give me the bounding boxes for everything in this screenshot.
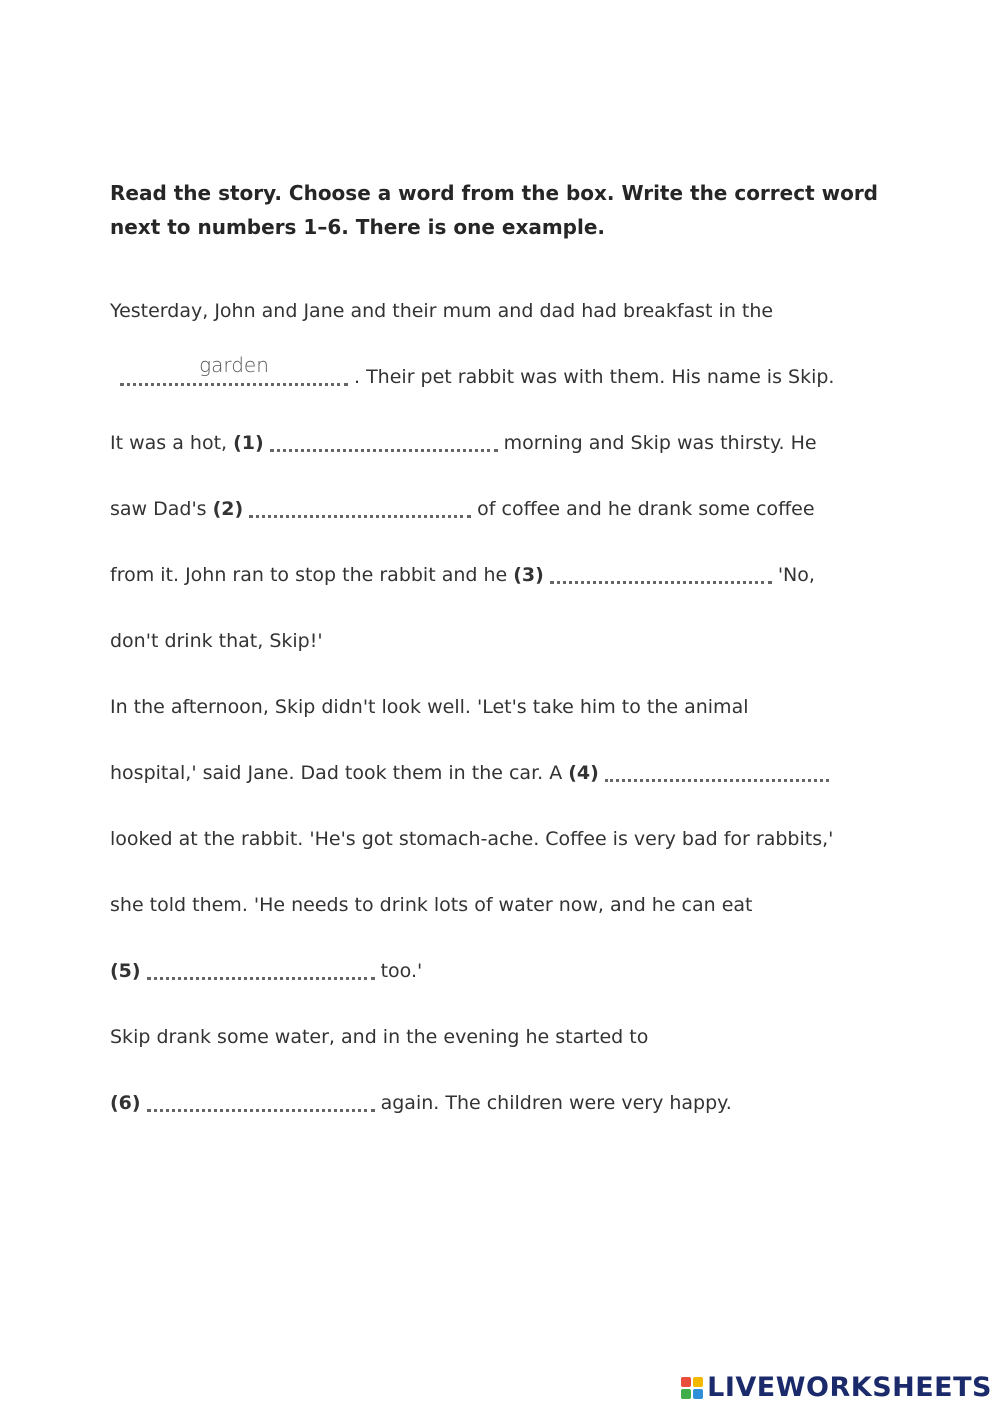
story-text: 'No, (777, 564, 815, 586)
story-text: Skip drank some water, and in the evening he started to (110, 1026, 649, 1048)
story-text: . Their pet rabbit was with them. His name is Skip. (354, 366, 835, 388)
story-text: she told them. 'He needs to drink lots of water now, and he can eat (110, 894, 753, 916)
story-text: In the afternoon, Skip didn't look well. 'Let's take him to the animal (110, 696, 749, 718)
story-text: again. The children were very happy. (380, 1092, 732, 1114)
example-answer: garden (199, 353, 269, 377)
story-text: don't drink that, Skip!' (110, 630, 323, 652)
story-text: morning and Skip was thirsty. He (503, 432, 817, 454)
instructions-heading: Read the story. Choose a word from the box. Write the correct word next to numbers 1–6. There is one example. (110, 181, 878, 239)
story-text: hospital,' said Jane. Dad took them in the car. A (110, 762, 563, 784)
answer-input-2[interactable] (249, 487, 471, 509)
gap-3 (550, 557, 772, 584)
story-text: too.' (380, 960, 423, 982)
gap-6 (147, 1085, 375, 1112)
story-line-5 (110, 546, 815, 586)
story-line-11 (110, 942, 422, 982)
story-line-8 (110, 744, 835, 784)
logo-text: LIVEWORKSHEETS (707, 1372, 992, 1403)
gap-2 (249, 491, 471, 518)
story-line-2 (110, 348, 834, 388)
answer-input-4[interactable] (605, 751, 829, 773)
gap-5 (147, 953, 375, 980)
answer-input-1[interactable] (270, 421, 498, 443)
logo-square-red (681, 1377, 691, 1387)
story-text: It was a hot, (110, 432, 228, 454)
gap-4 (605, 755, 829, 782)
logo-square-yellow (693, 1377, 703, 1387)
story-text: of coffee and he drank some coffee (477, 498, 815, 520)
gap-1 (270, 425, 498, 452)
gap-number-5: (5) (110, 960, 141, 982)
liveworksheets-logo (681, 1372, 992, 1403)
story-line-3 (110, 414, 817, 454)
story-line-13 (110, 1074, 732, 1114)
story-line-6 (110, 612, 323, 652)
story-line-9 (110, 810, 833, 850)
story-line-10 (110, 876, 753, 916)
gap-number-2: (2) (212, 498, 244, 520)
answer-input-6[interactable] (147, 1081, 375, 1103)
story-line-12 (110, 1008, 648, 1048)
story-text: saw Dad's (110, 498, 207, 520)
logo-square-green (681, 1389, 691, 1399)
gap-number-3: (3) (513, 564, 544, 586)
story-line-7 (110, 678, 749, 718)
logo-grid-icon (681, 1377, 703, 1399)
story-line-1 (110, 282, 773, 322)
story-text: Yesterday, John and Jane and their mum and dad had breakfast in the (110, 300, 774, 322)
logo-square-blue (693, 1389, 703, 1399)
gap-number-4: (4) (568, 762, 599, 784)
story-line-4 (110, 480, 815, 520)
story-text: from it. John ran to stop the rabbit and he (110, 564, 508, 586)
answer-input-3[interactable] (550, 553, 772, 575)
gap-number-6: (6) (110, 1092, 141, 1114)
answer-input-5[interactable] (147, 949, 375, 971)
story-text: looked at the rabbit. 'He's got stomach-ache. Coffee is very bad for rabbits,' (110, 828, 834, 850)
example-gap (120, 353, 348, 386)
gap-number-1: (1) (233, 432, 264, 454)
